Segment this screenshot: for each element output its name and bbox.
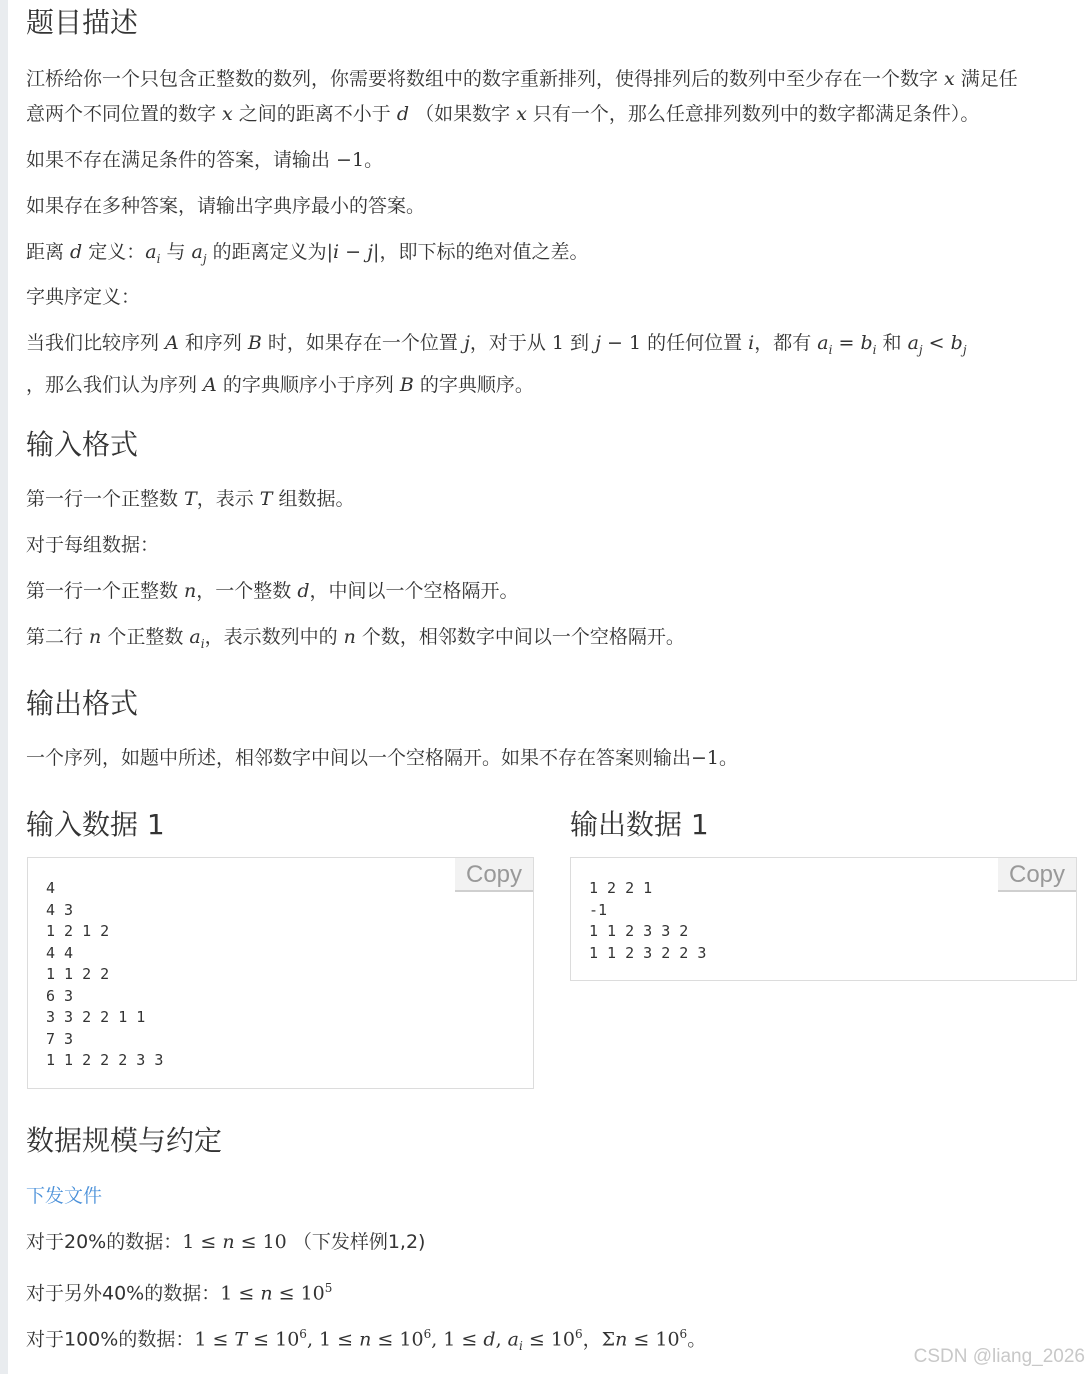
sample-output-heading: 输出数据 1 — [570, 808, 709, 841]
desc-line-2: 意两个不同位置的数字 x 之间的距离不小于 d （如果数字 x 只有一个，那么任意排列数列中的数字都满足条件）。 — [26, 103, 980, 125]
output-line: 一个序列，如题中所述，相邻数字中间以一个空格隔开。如果不存在答案则输出−1。 — [26, 747, 739, 769]
constraint-40: 对于另外40%的数据：$1 \le n \le 10^5$ — [26, 1281, 333, 1305]
output-format-heading: 输出格式 — [26, 687, 139, 720]
input-line-4: 第二行 n 个正整数 $a_i$，表示数列中的 n 个数，相邻数字中间以一个空格隔开。 — [26, 626, 685, 651]
copy-input-button[interactable]: Copy — [455, 858, 533, 892]
left-rule — [0, 0, 8, 1374]
desc-line-1: 江桥给你一个只包含正整数的数列，你需要将数组中的数字重新排列，使得排列后的数列中至少存在一个数字 x 满足任 — [26, 68, 1018, 90]
desc-distance: 距离 d 定义：$a_i$ 与 $a_j$ 的距离定义为|i − j|，即下标的绝对值之差。 — [26, 241, 589, 266]
sample-input-box — [27, 857, 534, 1089]
copy-output-button[interactable]: Copy — [998, 858, 1076, 892]
download-files-link[interactable]: 下发文件 — [26, 1185, 103, 1207]
input-line-1: 第一行一个正整数 T，表示 T 组数据。 — [26, 488, 355, 510]
sample-input-text[interactable]: 4 4 3 1 2 1 2 4 4 1 1 2 2 6 3 3 3 2 2 1 1 7 3 1 1 2 2 2 3 3 — [46, 879, 164, 1069]
constraint-20: 对于20%的数据：1 ≤ n ≤ 10 （下发样例1,2) — [26, 1231, 426, 1253]
desc-multi: 如果存在多种答案，请输出字典序最小的答案。 — [26, 195, 426, 217]
lex-definition: 当我们比较序列 A 和序列 B 时，如果存在一个位置 j，对于从 1 到 j − 1 的任何位置 i，都有 $a_i = b_i$ 和 $a_j < b_j$ ，那么我们认为序列 A 的字典顺序小于序列 B 的字典顺序。 — [26, 332, 967, 396]
input-line-3: 第一行一个正整数 n，一个整数 d，中间以一个空格隔开。 — [26, 580, 519, 602]
lex-title: 字典序定义： — [26, 286, 141, 308]
input-line-2: 对于每组数据： — [26, 534, 160, 556]
sample-output-text[interactable]: 1 2 2 1 -1 1 1 2 3 3 2 1 1 2 3 2 2 3 — [589, 879, 707, 962]
constraints-heading: 数据规模与约定 — [26, 1124, 223, 1157]
sample-output-box — [570, 857, 1077, 981]
csdn-watermark: CSDN @liang_2026 — [913, 1346, 1085, 1367]
desc-no-answer: 如果不存在满足条件的答案，请输出 −1。 — [26, 149, 384, 171]
sample-input-heading: 输入数据 1 — [26, 808, 165, 841]
description-heading: 题目描述 — [26, 6, 139, 39]
constraint-100: 对于100%的数据：$1 \le T \le 10^6$, $1 \le n \le 10^6$, 1 ≤ d, $a_i \le 10^6$，$\Sigma n \le 10^6$。 — [26, 1327, 707, 1354]
input-format-heading: 输入格式 — [26, 428, 139, 461]
